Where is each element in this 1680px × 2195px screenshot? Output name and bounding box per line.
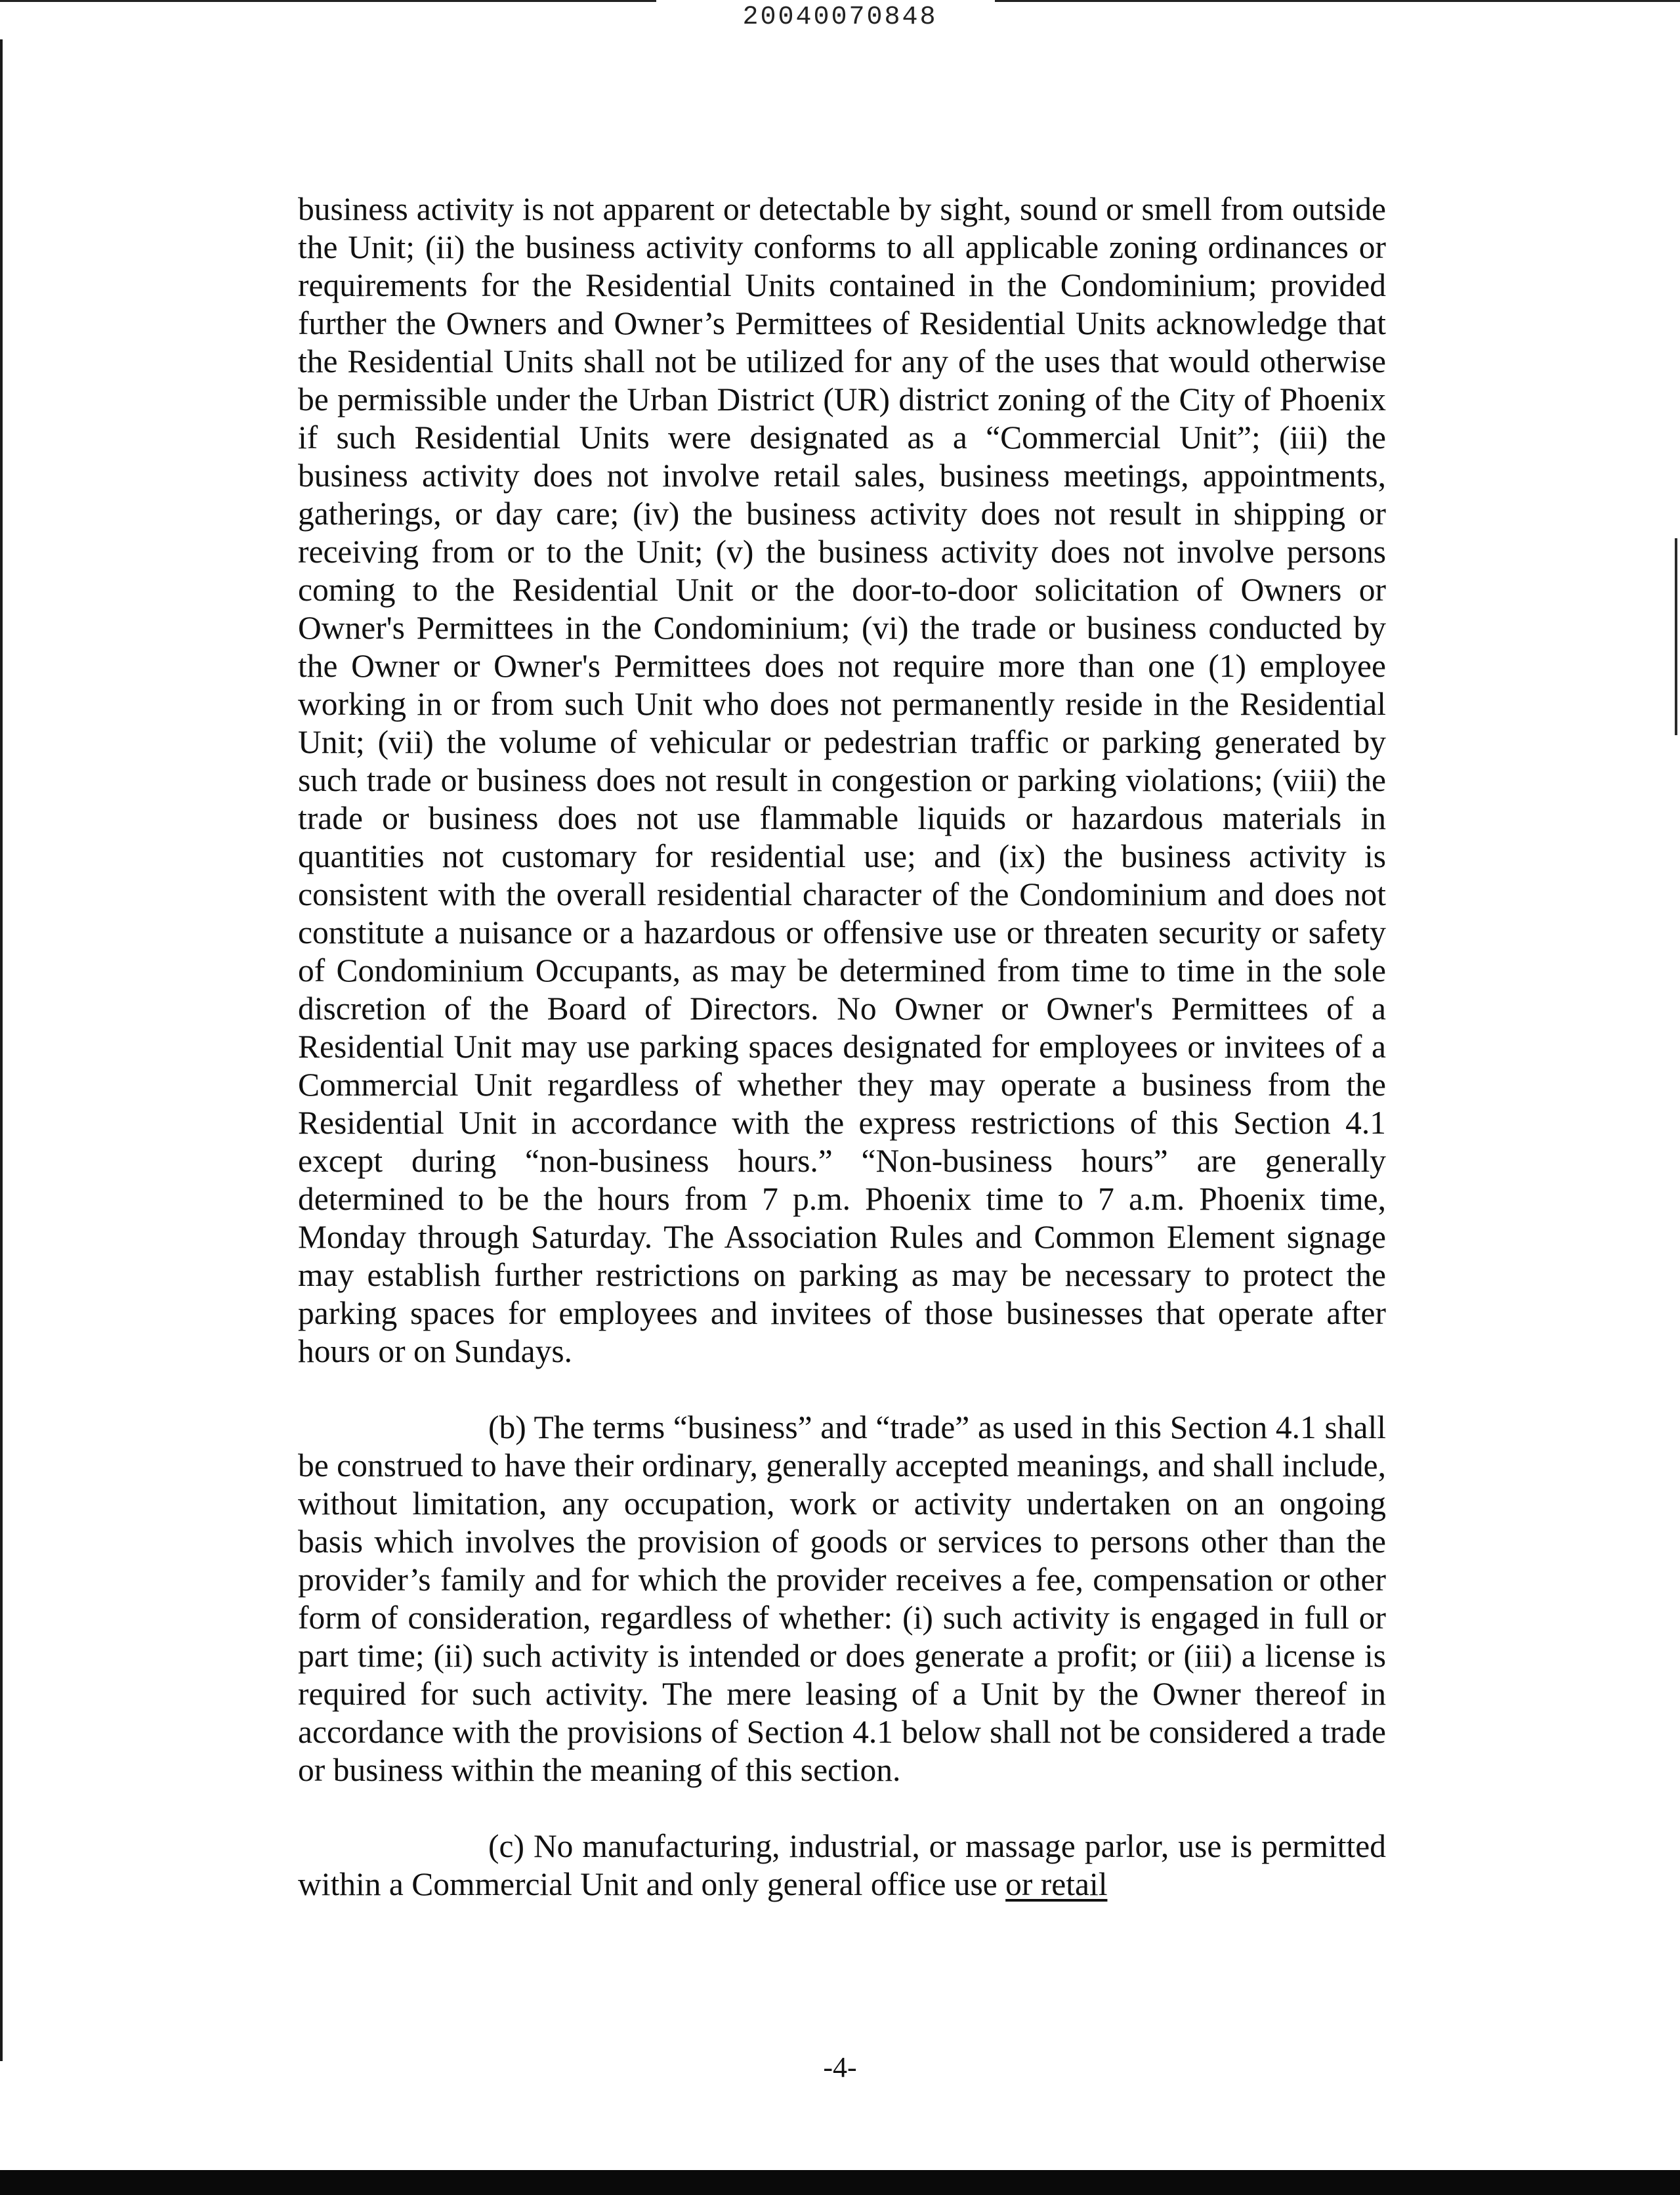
page-body — [298, 190, 1386, 1904]
page-number: -4- — [823, 2051, 857, 2083]
top-scan-rule-left — [0, 0, 656, 2]
paragraph-c-text: (c) No manufacturing, industrial, or massage parlor, use is permitted within a Commercial Unit and only general office use — [298, 1828, 1386, 1902]
paragraph-a-continued: business activity is not apparent or detectable by sight, sound or smell from outside the Unit; (ii) the business activity conforms to all applicable zoning ordinances or requirements for the Residential Units contained in the Condominium; provided further the Owners and Owner’s Permittees of Residential Units acknowledge that the Residential Units shall not be utilized for any of the uses that would otherwise be permissible under the Urban District (UR) district zoning of the City of Phoenix if such Residential Units were designated as a “Commercial Unit”; (iii) the business activity does not involve retail sales, business meetings, appointments, gatherings, or day care; (iv) the business activity does not result in shipping or receiving from or to the Unit; (v) the business activity does not involve persons coming to the Residential Unit or the door-to-door solicitation of Owners or Owner's Permittees in the Condominium; (vi) the trade or business conducted by the Owner or Owner's Permittees does not require more than one (1) employee working in or from such Unit who does not permanently reside in the Residential Unit; (vii) the volume of vehicular or pedestrian traffic or parking generated by such trade or business does not result in congestion or parking violations; (viii) the trade or business does not use flammable liquids or hazardous materials in quantities not customary for residential use; and (ix) the business activity is consistent with the overall residential character of the Condominium and does not constitute a nuisance or a hazardous or offensive use or threaten security or safety of Condominium Occupants, as may be determined from time to time in the sole discretion of the Board of Directors. No Owner or Owner's Permittees of a Residential Unit may use parking spaces designated for employees or invitees of a Commercial Unit regardless of whether they may operate a business from the Residential Unit in accordance with the express restrictions of this Section 4.1 except during “non-business hours.” “Non-business hours” are generally determined to be the hours from 7 p.m. Phoenix time to 7 a.m. Phoenix time, Monday through Saturday. The Association Rules and Common Element signage may establish further restrictions on parking as may be necessary to protect the parking spaces for employees and invitees of those businesses that operate after hours or on Sundays. — [298, 191, 1386, 1369]
top-scan-rule-right — [995, 0, 1680, 2]
document-recording-number: 20040070848 — [742, 3, 938, 32]
left-scan-edge — [0, 39, 3, 2061]
paragraph-b: (b) The terms “business” and “trade” as used in this Section 4.1 shall be construed to have their ordinary, generally accepted meanings, and shall include, without limitation, any occupation, work or activity undertaken on an ongoing basis which involves the provision of goods or services to persons other than the provider’s family and for which the provider receives a fee, compensation or other form of consideration, regardless of whether: (i) such activity is engaged in full or part time; (ii) such activity is intended or does generate a profit; or (iii) a license is required for such activity. The mere leasing of a Unit by the Owner thereof in accordance with the provisions of Section 4.1 below shall not be considered a trade or business within the meaning of this section. — [298, 1409, 1386, 1788]
paragraph-c — [298, 1827, 1386, 1904]
right-scan-mark — [1675, 538, 1677, 735]
paragraph-c-underlined-insertion: or retail — [1005, 1866, 1108, 1902]
bottom-scan-border — [0, 2170, 1680, 2195]
